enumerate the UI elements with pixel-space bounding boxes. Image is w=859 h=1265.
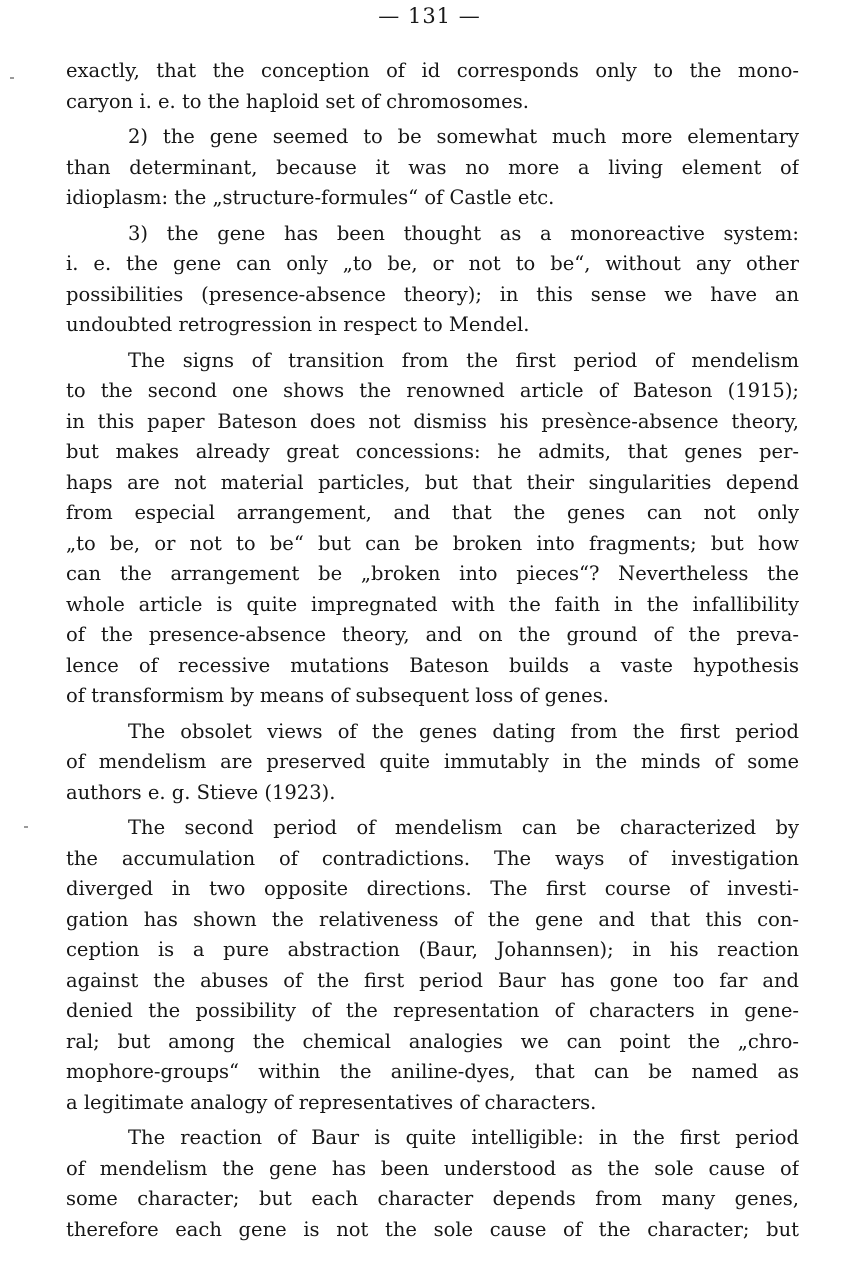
text-line: The obsolet views of the genes dating from the first period [128, 719, 799, 743]
text-line: gation has shown the relativeness of the gene and that this con- [66, 907, 799, 931]
text-line: haps are not material particles, but that their singularities depend [66, 470, 799, 494]
text-line: diverged in two opposite directions. The first course of investi- [66, 877, 799, 900]
paragraph [66, 56, 799, 117]
text-line: to the second one shows the renowned article of Bateson (1915); [66, 379, 799, 402]
text-line: „to be, or not to be“ but can be broken into fragments; but how [66, 531, 799, 555]
text-line: exactly, that the conception of id corresponds only to the mono- [66, 59, 799, 82]
scan-speck [24, 826, 28, 828]
text-line: i. e. the gene can only „to be, or not to be“, without any other [66, 252, 799, 275]
text-line: but makes already great concessions: he admits, that genes per- [66, 440, 799, 463]
text-line: undoubted retrogression in respect to Mendel. [66, 313, 530, 336]
text-line: against the abuses of the first period Baur has gone too far and [66, 968, 799, 992]
text-line: from especial arrangement, and that the genes can not only [66, 501, 799, 524]
page-number: — 131 — [378, 4, 481, 28]
scan-speck [10, 77, 14, 79]
text-line: lence of recessive mutations Bateson builds a vaste hypothesis [66, 653, 799, 677]
text-line: of transformism by means of subsequent loss of genes. [66, 684, 609, 707]
text-line: possibilities (presence-absence theory); in this sense we have an [66, 282, 799, 306]
text-line: some character; but each character depends from many genes, [66, 1187, 799, 1210]
text-line: denied the possibility of the representation of characters in gene- [66, 999, 799, 1022]
text-line: ception is a pure abstraction (Baur, Johannsen); in his reaction [66, 938, 799, 961]
paragraph [66, 717, 799, 809]
text-line: of mendelism the gene has been understood as the sole cause of [66, 1156, 799, 1180]
text-line: therefore each gene is not the sole cause of the character; but [66, 1217, 799, 1241]
text-line: 2) the gene seemed to be somewhat much more elementary [128, 125, 799, 148]
text-line: of the presence-absence theory, and on the ground of the preva- [66, 623, 799, 646]
text-line: than determinant, because it was no more a living element of [66, 155, 799, 179]
text-line: ral; but among the chemical analogies we can point the „chro- [66, 1029, 799, 1053]
paragraph [66, 1123, 799, 1245]
text-line: a legitimate analogy of representatives of characters. [66, 1090, 597, 1114]
text-line: mophore-groups“ within the aniline-dyes, that can be named as [66, 1060, 799, 1083]
text-line: of mendelism are preserved quite immutably in the minds of some [66, 750, 799, 773]
text-line: idioplasm: the „structure-formules“ of Castle etc. [66, 186, 555, 209]
text-line: whole article is quite impregnated with the faith in the infallibility [66, 592, 799, 616]
text-line: authors e. g. Stieve (1923). [66, 780, 336, 804]
text-line: The reaction of Baur is quite intelligible: in the first period [128, 1126, 799, 1149]
paragraph [66, 122, 799, 214]
text-line: can the arrangement be „broken into pieces“? Nevertheless the [66, 562, 799, 585]
text-line: The signs of transition from the first period of mendelism [128, 348, 799, 372]
text-line: 3) the gene has been thought as a monoreactive system: [128, 221, 799, 245]
paragraph [66, 346, 799, 712]
body-text [66, 56, 799, 1250]
paragraph [66, 813, 799, 1118]
text-line: in this paper Bateson does not dismiss his presènce-absence theory, [66, 409, 799, 433]
text-line: the accumulation of contradictions. The ways of investigation [66, 846, 799, 870]
text-line: caryon i. e. to the haploid set of chromosomes. [66, 89, 529, 113]
paragraph [66, 219, 799, 341]
text-line: The second period of mendelism can be characterized by [128, 816, 799, 839]
